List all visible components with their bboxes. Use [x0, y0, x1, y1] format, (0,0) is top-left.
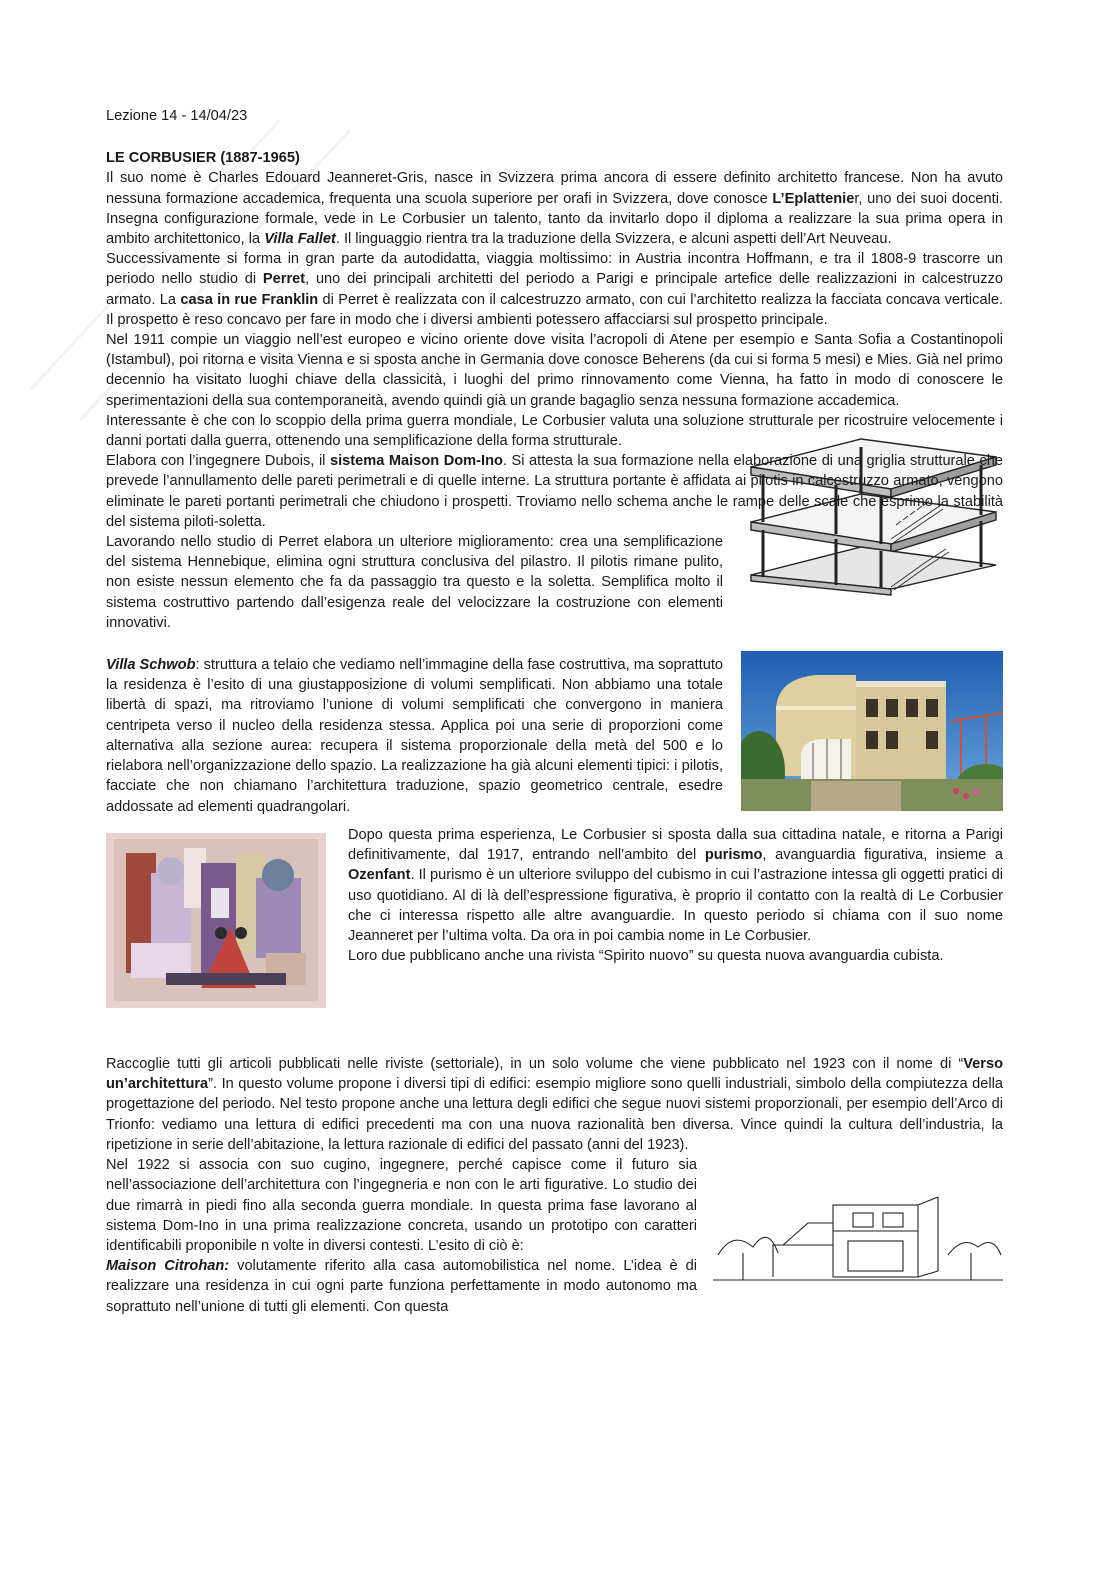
villa-schwob-photo — [741, 651, 1003, 811]
name-verso-architettura: Verso un’architettura — [106, 1056, 1003, 1093]
paragraph-travels: Nel 1911 compie un viaggio nell’est europeo e vicino oriente dove visita l’acropoli di Atene per esempio e Santa Sofia a Costantinopoli (Istambul), poi ritorna e visita Vienna e si sposta anche in Germania dove conosce Beherens (da cui si forma 5 mesi) e Mies. Già nel primo decennio ha visitato luoghi chiave della classicità, i luoghi del primo rinnovamento come Vienna, ha fatto in modo di conoscere le sperimentazioni della sua contemporaneità, avendo quindi già un grande bagaglio senza nessuna formazione accademica. — [106, 332, 1003, 409]
purist-painting — [106, 833, 326, 1008]
name-villa-fallet: Villa Fallet — [264, 231, 336, 248]
name-eplattenier: L’Eplattenie — [772, 190, 855, 207]
paragraph-spirito-nuovo: Loro due pubblicano anche una rivista “Spirito nuovo” su questa nuova avanguardia cubista. — [348, 948, 944, 965]
text-run: volutamente riferito alla casa automobilistica nel nome. L’idea è di realizzare una residenza in cui ogni parte funziona perfettamente in modo autonomo ma soprattuto nell’unione di tutti gli elementi. Con questa — [106, 1258, 697, 1315]
name-perret: Perret — [262, 271, 306, 288]
text-run: Il suo nome è Charles Edouard Jeanneret-Gris, nasce in Svizzera prima ancora di essere definito architetto francese. Non ha avuto nessuna formazione accademica, frequenta una scuola superiore per orafi in Svizzera, dove conosce — [106, 170, 1003, 207]
text-run: ”. In questo volume propone i diversi tipi di edifici: esempio migliore sono quelli industriali, simbolo della compiutezza della progettazione del periodo. Nel testo propone anche una lettura degli edifici che segue nuovi sistemi proporzionali, per esempio dell’Arco di Trionfo: vediamo una lettura di edifici precedenti ma con una nuova razionalità ben diversa. Vince quindi la cultura dell’industria, la ripetizione in serie dell’abitazione, la lettura razionale di edifici del passato (anni del 1923). — [106, 1076, 1003, 1153]
name-rue-franklin: casa in rue Franklin — [180, 291, 319, 308]
paragraph-verso-architettura — [106, 1054, 1003, 1155]
text-run: . Il linguaggio rientra tra la traduzione della Svizzera, e alcuni aspetti dell’Art Neuveau. — [335, 231, 892, 248]
text-run: Dopo questa prima esperienza, Le Corbusier si sposta dalla sua cittadina natale, e ritorna a Parigi definitivamente, dal 1917, entrando nell’ambito del — [348, 827, 1003, 864]
lesson-header: Lezione 14 - 14/04/23 — [106, 108, 248, 124]
text-run: , avanguardia figurativa, insieme a — [762, 847, 1003, 864]
paragraph-associate: Nel 1922 si associa con suo cugino, ingegnere, perché capisce come il futuro sia nell’associazione dell’architettura con l’ingegneria e non con le arti figurative. Lo studio dei due rimarrà in piedi fino alla seconda guerra mondiale. In questa prima fase lavorano al sistema Dom-Ino in una prima realizzazione concreta, usando un prototipo con caratteri identificabili proponibile n volte in diversi contesti. L’esito di ciò è: — [106, 1157, 697, 1254]
text-run: : struttura a telaio che vediamo nell’immagine della fase costruttiva, ma soprattuto la residenza è l’esito di una giustapposizione di volumi semplificati. Non abbiamo una totale libertà di spazi, ma ritroviamo l’unione di volumi semplificati che convergono in maniera centripeta verso il nucleo della residenza stessa. Applica poi una serie di proporzioni come alternativa alla sezione aurea: recupera il sistema proporzionale della metà del 500 e lo rielabora nell’organizzazione dello spazio. La realizzazione ha già alcuni elementi tipici: i pilotis, facciate che non chiamano l’architettura traduzione, spazio geometrico centrale, esedre addossate ad elementi quadrangolari. — [106, 657, 723, 815]
paragraph-origins — [106, 168, 1003, 249]
name-maison-citrohan: Maison Citrohan: — [106, 1258, 230, 1275]
maison-citrohan-sketch — [713, 1185, 1003, 1285]
text-run: Elabora con l’ingegnere Dubois, il — [106, 453, 330, 470]
name-villa-schwob: Villa Schwob — [106, 657, 196, 674]
text-run: Raccoglie tutti gli articoli pubblicati nelle riviste (settoriale), in un solo volume che viene pubblicato nel 1923 con il nome di “ — [106, 1056, 964, 1073]
name-maison-dom-ino: sistema Maison Dom-Ino — [329, 453, 503, 470]
text-run: . Il purismo è un ulteriore sviluppo del cubismo in cui l’astrazione intessa gli oggetti pratici di uso quotidiano. Al di là dell’espressione figurativa, è proprio il contatto con la realtà di Le Corbusier che ci interessa rispetto alle altre avanguardie. In questo periodo si chiama con il suo nome Jeanneret per l’ultima volta. Da ora in poi cambia nome in Le Corbusier. — [348, 867, 1003, 945]
name-ozenfant: Ozenfant — [348, 867, 411, 884]
section-title: LE CORBUSIER (1887-1965) — [106, 150, 300, 167]
paragraph-perret-improvement: Lavorando nello studio di Perret elabora un ulteriore miglioramento: crea una semplificazione del sistema Hennebique, elimina ogni struttura conclusiva del pilastro. Il pilotis rimane pulito, non esiste nessun elemento che fa da passaggio tra questo e la soletta. Semplifica molto il sistema costruttivo partendo dall’esigenza reale del velocizzare la costruzione con elementi innovativi. — [106, 534, 723, 631]
text-run: , uno dei principali architetti del periodo a Parigi e principale artefice delle realizzazioni in calcestruzzo armato. La — [106, 271, 1003, 308]
paragraph-perret — [106, 249, 1003, 330]
paragraph-war: Interessante è che con lo scoppio della prima guerra mondiale, Le Corbusier valuta una soluzione strutturale per ricostruire velocemente i danni portati dalla guerra, ottenendo una semplificazione della forma strutturale. — [106, 412, 1003, 450]
text-run: . Si attesta la sua formazione nella elaborazione di una griglia strutturale che prevede l’annullamento delle pareti perimetrali e di quelle interne. La struttura portante è affidata ai pilotis in calcestruzzo armato, vengono eliminate le pareti portanti perimetrali che chiudono i prospetti. Troviamo nello schema anche le rampe delle scale che esprimo la stabilità del sistema piloti-soletta. — [106, 453, 1003, 530]
text-run: di Perret è realizzata con il calcestruzzo armato, con cui l’architetto realizza la facciata concava verticale. Il prospetto è reso concavo per fare in modo che i diversi ambienti potessero affacciarsi sul prospetto principale. — [106, 291, 1003, 328]
text-run: r, uno dei suoi docenti. Insegna configurazione formale, vede in Le Corbusier un talento, tanto da invitarlo dopo il diploma a realizzare la sua prima opera in ambito architettonico, la — [106, 190, 1003, 248]
name-purismo: purismo — [704, 847, 763, 864]
text-run: Successivamente si forma in gran parte da autodidatta, viaggia moltissimo: in Austria incontra Hoffmann, e tra il 1808-9 trascorre un periodo nello studio di — [106, 251, 1003, 288]
document-page — [106, 106, 1003, 1317]
